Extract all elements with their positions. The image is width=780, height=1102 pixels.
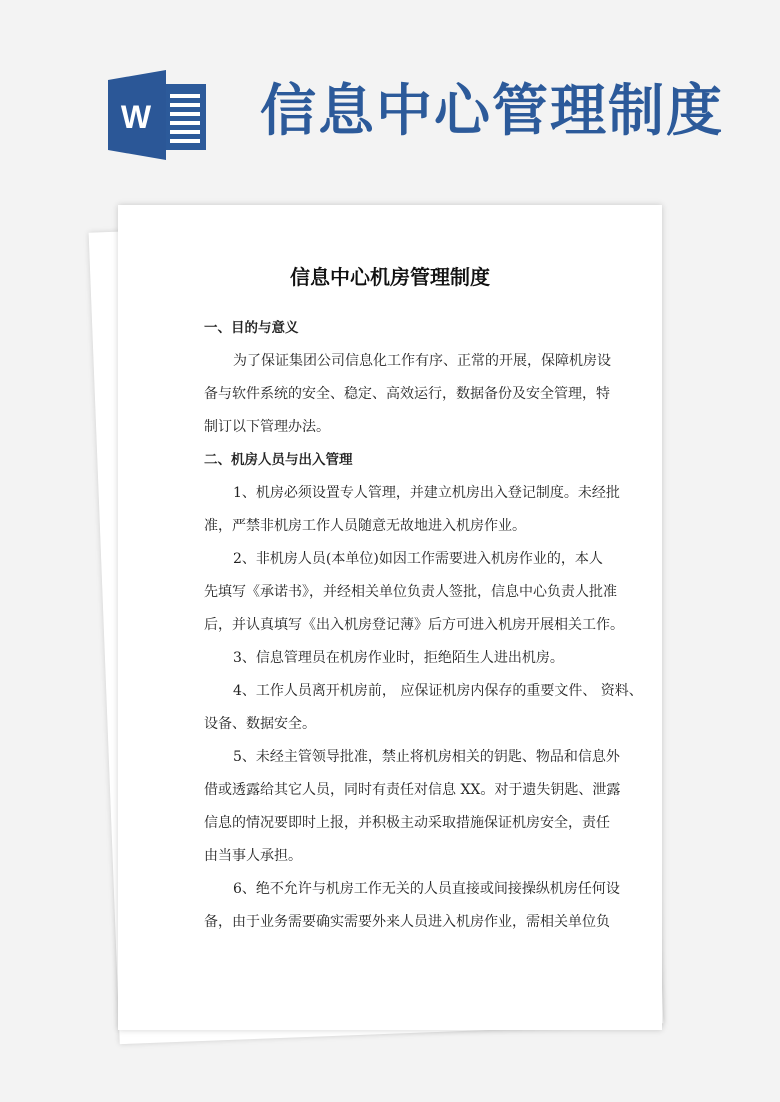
paragraph-line: 为了保证集团公司信息化工作有序、正常的开展，保障机房设 (233, 353, 611, 369)
paragraph-line: 1、机房必须设置专人管理，并建立机房出入登记制度。未经批 (233, 485, 620, 501)
paragraph-line: 准，严禁非机房工作人员随意无故地进入机房作业。 (204, 518, 526, 534)
document-page (118, 205, 662, 1030)
document-title: 信息中心机房管理制度 (290, 265, 490, 289)
document-body (204, 312, 643, 939)
paragraph-line: 借或透露给其它人员，同时有责任对信息 XX。对于遗失钥匙、泄露 (204, 782, 621, 798)
paragraph-line: 后，并认真填写《出入机房登记薄》后方可进入机房开展相关工作。 (204, 617, 624, 633)
paragraph-line: 由当事人承担。 (204, 848, 302, 864)
paragraph-line: 4、工作人员离开机房前， 应保证机房内保存的重要文件、 资料、 (233, 683, 643, 699)
svg-text:W: W (120, 99, 152, 135)
banner-title: 信息中心管理制度 (260, 78, 724, 144)
paragraph-line: 备与软件系统的安全、稳定、高效运行，数据备份及安全管理，特 (204, 386, 610, 402)
word-icon (108, 70, 208, 160)
paragraph-line: 制订以下管理办法。 (204, 419, 330, 435)
section-heading: 二、机房人员与出入管理 (204, 452, 353, 468)
paragraph-line: 先填写《承诺书》，并经相关单位负责人签批，信息中心负责人批准 (204, 584, 617, 600)
paragraph-line: 信息的情况要即时上报，并积极主动采取措施保证机房安全，责任 (204, 815, 610, 831)
paragraph-line: 2、非机房人员(本单位)如因工作需要进入机房作业的，本人 (233, 551, 603, 567)
paragraph-line: 设备、数据安全。 (204, 716, 316, 732)
paragraph-line: 备，由于业务需要确实需要外来人员进入机房作业，需相关单位负 (204, 914, 610, 930)
paragraph-line: 3、信息管理员在机房作业时，拒绝陌生人进出机房。 (233, 650, 564, 666)
paragraph-line: 5、未经主管领导批准，禁止将机房相关的钥匙、物品和信息外 (233, 749, 620, 765)
paragraph-line: 6、绝不允许与机房工作无关的人员直接或间接操纵机房任何设 (233, 881, 620, 897)
section-heading: 一、目的与意义 (204, 320, 299, 336)
